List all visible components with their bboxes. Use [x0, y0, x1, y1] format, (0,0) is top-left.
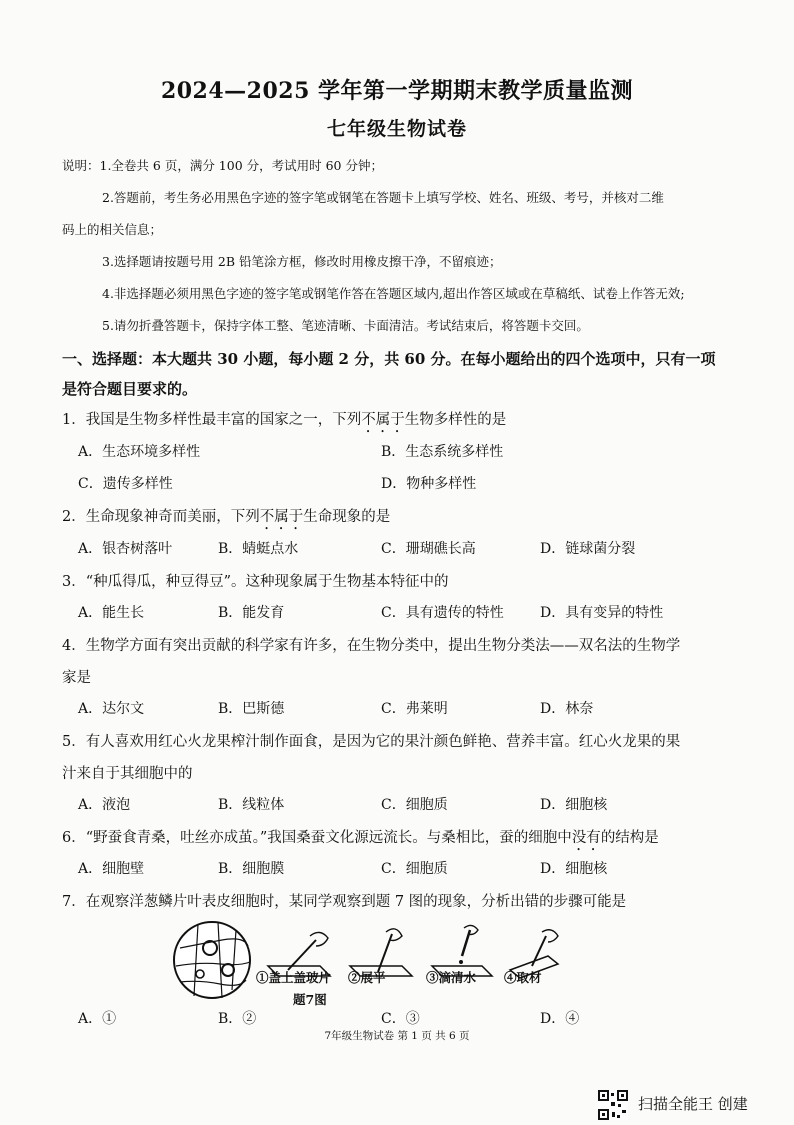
- figure-label-4: ④取材: [504, 970, 542, 985]
- section-heading-cont: 是符合题目要求的。: [62, 380, 198, 398]
- question-5-options: [78, 794, 718, 816]
- q1-option-c[interactable]: C．遗传多样性: [78, 476, 173, 492]
- exam-title: 2024—2025 学年第一学期期末教学质量监测: [160, 78, 634, 104]
- q3-option-c[interactable]: C．具有遗传的特性: [381, 605, 504, 621]
- q6-option-a[interactable]: A．细胞壁: [78, 861, 145, 877]
- q7-option-c[interactable]: C．③: [381, 1011, 420, 1027]
- instruction-3: 3.选择题请按题号用 2B 铅笔涂方框，修改时用橡皮擦干净，不留痕迹；: [102, 254, 502, 269]
- q2-option-b[interactable]: B．蜻蜓点水: [218, 541, 299, 557]
- question-7: 7．在观察洋葱鳞片叶表皮细胞时，某同学观察到题 7 图的现象，分析出错的步骤可能是: [62, 894, 627, 910]
- figure-label-3: ③滴清水: [426, 970, 477, 985]
- question-4-options: [78, 698, 718, 720]
- q5-option-d[interactable]: D．细胞核: [540, 797, 608, 813]
- instruction-2-cont: 码上的相关信息；: [62, 222, 163, 237]
- q7-option-b[interactable]: B．②: [218, 1011, 257, 1027]
- instruction-2: 2.答题前，考生务必用黑色字迹的签字笔或钢笔在答题卡上填写学校、姓名、班级、考号，并核对二维: [102, 190, 664, 205]
- figure-label-2: ②展平: [348, 970, 386, 985]
- question-7-figure: [170, 918, 570, 1010]
- q5-option-b[interactable]: B．线粒体: [218, 797, 285, 813]
- q7-option-a[interactable]: A．①: [78, 1011, 117, 1027]
- q3-option-a[interactable]: A．能生长: [78, 605, 145, 621]
- q2-option-a[interactable]: A．银杏树落叶: [78, 541, 173, 557]
- question-5-cont: 汁来自于其细胞中的: [62, 766, 193, 782]
- q2-option-d[interactable]: D．链球菌分裂: [540, 541, 636, 557]
- question-7-options: [78, 1008, 718, 1030]
- emphasis-text: 没有: [571, 830, 601, 846]
- figure-caption: 题7图: [293, 992, 327, 1007]
- question-3: 3．“种瓜得瓜，种豆得豆”。这种现象属于生物基本特征中的: [62, 574, 449, 590]
- q3-option-d[interactable]: D．具有变异的特性: [540, 605, 664, 621]
- q6-option-c[interactable]: C．细胞质: [381, 861, 448, 877]
- scanner-watermark: 扫描全能王 创建: [638, 1095, 748, 1113]
- q4-option-d[interactable]: D．林奈: [540, 701, 594, 717]
- section-heading: 一、选择题：本大题共 30 小题，每小题 2 分，共 60 分。在每小题给出的四个选项中，只有一项: [62, 350, 716, 368]
- question-3-options: [78, 602, 718, 624]
- question-4-cont: 家是: [62, 670, 91, 686]
- q6-option-b[interactable]: B．细胞膜: [218, 861, 285, 877]
- question-1-options-row2: [78, 473, 718, 495]
- q5-option-a[interactable]: A．液泡: [78, 797, 131, 813]
- instruction-5: 5.请勿折叠答题卡，保持字体工整、笔迹清晰、卡面清洁。考试结束后，将答题卡交回。: [102, 318, 589, 333]
- question-1: 1．我国是生物多样性最丰富的国家之一，下列不属于生物多样性的是: [62, 412, 507, 428]
- q4-option-c[interactable]: C．弗莱明: [381, 701, 448, 717]
- q6-option-d[interactable]: D．细胞核: [540, 861, 608, 877]
- figure-label-1: ①盖上盖玻片: [256, 970, 332, 985]
- q5-option-c[interactable]: C．细胞质: [381, 797, 448, 813]
- q7-option-d[interactable]: D．④: [540, 1011, 580, 1027]
- question-2-options: [78, 538, 718, 560]
- question-6-options: [78, 858, 718, 880]
- q2-option-c[interactable]: C．珊瑚礁长高: [381, 541, 476, 557]
- instruction-1: 说明：1.全卷共 6 页，满分 100 分，考试用时 60 分钟；: [62, 158, 383, 173]
- q1-option-d[interactable]: D．物种多样性: [381, 476, 477, 492]
- instruction-4: 4.非选择题必须用黑色字迹的签字笔或钢笔作答在答题区域内,超出作答区域或在草稿纸、试卷上作答无效;: [102, 286, 685, 301]
- qr-code-icon: [598, 1090, 628, 1120]
- question-2: 2．生命现象神奇而美丽，下列不属于生命现象的是: [62, 509, 391, 525]
- question-6: 6．“野蚕食青桑，吐丝亦成茧。”我国桑蚕文化源远流长。与桑相比，蚕的细胞中没有的结构是: [62, 830, 659, 846]
- emphasis-text: 不属于: [259, 509, 304, 525]
- emphasis-text: 不属于: [361, 412, 405, 428]
- page-footer: 7年级生物试卷 第 1 页 共 6 页: [324, 1030, 470, 1042]
- microscope-view-illustration: [170, 918, 570, 1010]
- q3-option-b[interactable]: B．能发育: [218, 605, 285, 621]
- question-4: 4．生物学方面有突出贡献的科学家有许多，在生物分类中，提出生物分类法——双名法的生物学: [62, 638, 681, 654]
- q1-option-b[interactable]: B．生态系统多样性: [381, 444, 504, 460]
- question-5: 5．有人喜欢用红心火龙果榨汁制作面食，是因为它的果汁颜色鲜艳、营养丰富。红心火龙果的果: [62, 734, 681, 750]
- q1-option-a[interactable]: A．生态环境多样性: [78, 444, 201, 460]
- exam-subtitle: 七年级生物试卷: [326, 118, 467, 140]
- q4-option-b[interactable]: B．巴斯德: [218, 701, 285, 717]
- question-1-options: [78, 441, 718, 463]
- q4-option-a[interactable]: A．达尔文: [78, 701, 145, 717]
